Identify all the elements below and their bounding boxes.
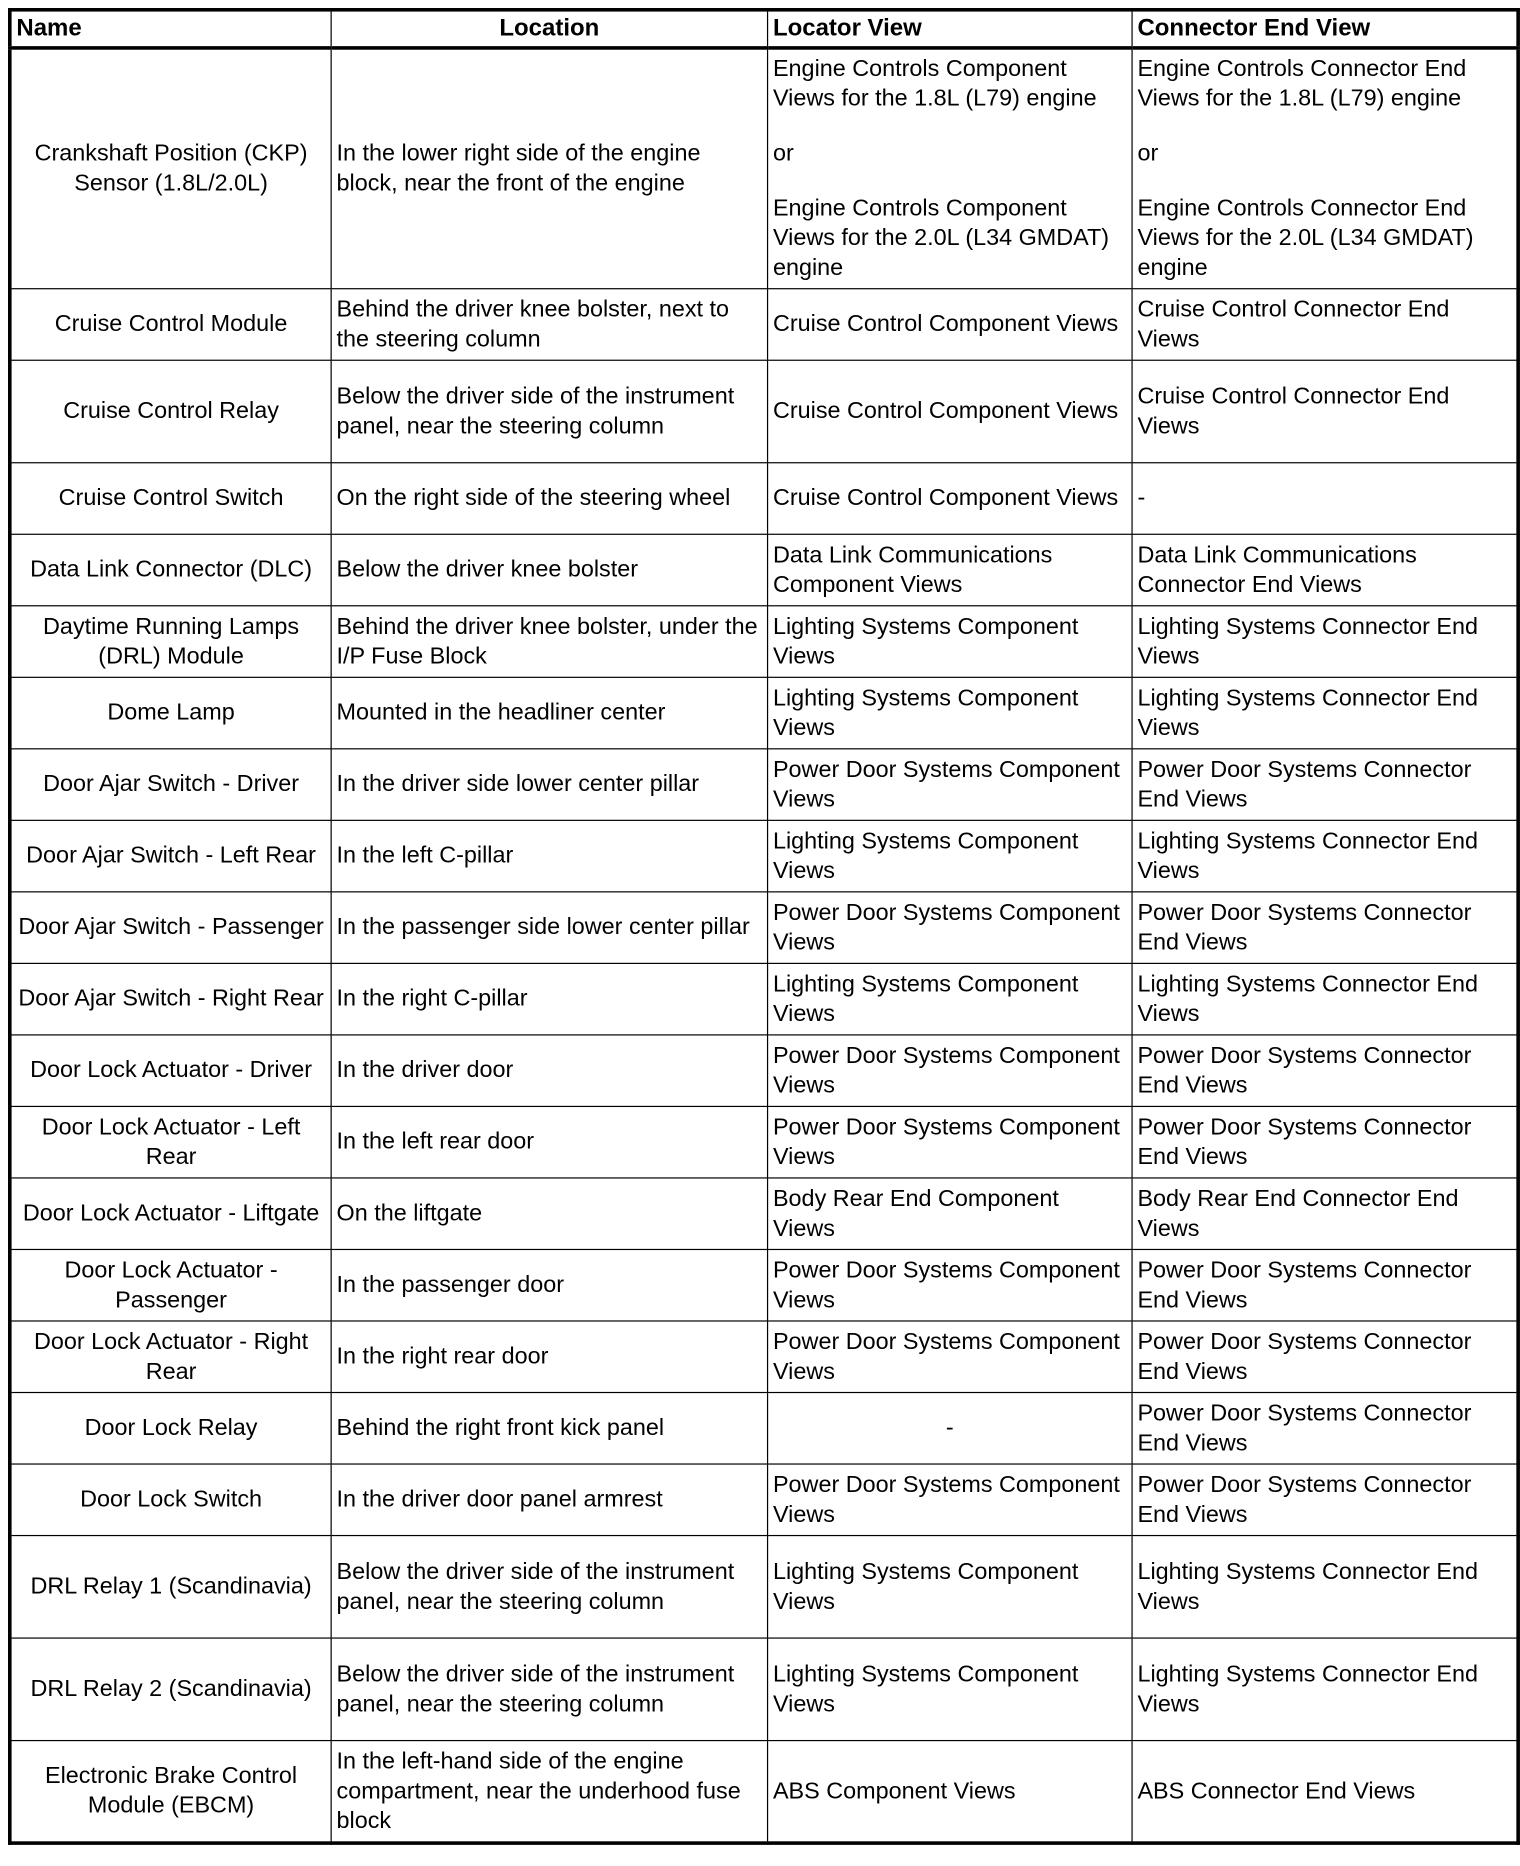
- cell-locator-view: Cruise Control Component Views: [768, 360, 1132, 463]
- cell-connector-end-view: Lighting Systems Connector End Views: [1132, 1638, 1518, 1741]
- table-row: [10, 1321, 1518, 1393]
- cell-locator-view: [768, 48, 1132, 289]
- document-page: [8, 8, 1516, 1863]
- cell-location: Below the driver knee bolster: [331, 534, 767, 606]
- table-row: [10, 1035, 1518, 1107]
- cell-connector-end-view: Power Door Systems Connector End Views: [1132, 1464, 1518, 1536]
- cell-connector-end-view: Power Door Systems Connector End Views: [1132, 749, 1518, 821]
- table-row: [10, 963, 1518, 1035]
- cell-location: In the left C-pillar: [331, 820, 767, 892]
- cell-name: Door Lock Actuator - Left Rear: [10, 1106, 331, 1178]
- connector-view-line: Engine Controls Connector End Views for the 1.8L (L79) engine: [1137, 55, 1467, 112]
- cell-name: Door Lock Actuator - Liftgate: [10, 1178, 331, 1250]
- cell-name: Daytime Running Lamps (DRL) Module: [10, 606, 331, 678]
- cell-locator-view: Lighting Systems Component Views: [768, 820, 1132, 892]
- cell-name: Cruise Control Switch: [10, 463, 331, 535]
- table-row: [10, 1249, 1518, 1321]
- cell-location: In the passenger side lower center pillar: [331, 892, 767, 964]
- cell-locator-view: Lighting Systems Component Views: [768, 677, 1132, 749]
- table-row: [10, 1178, 1518, 1250]
- cell-location: In the driver door: [331, 1035, 767, 1107]
- cell-locator-view: Power Door Systems Component Views: [768, 1249, 1132, 1321]
- cell-name: Door Ajar Switch - Right Rear: [10, 963, 331, 1035]
- cell-locator-view: Data Link Communications Component Views: [768, 534, 1132, 606]
- cell-location: In the right C-pillar: [331, 963, 767, 1035]
- cell-location: In the driver door panel armrest: [331, 1464, 767, 1536]
- cell-location: In the left rear door: [331, 1106, 767, 1178]
- cell-name: Cruise Control Relay: [10, 360, 331, 463]
- cell-name: Door Lock Relay: [10, 1393, 331, 1465]
- cell-connector-end-view: Data Link Communications Connector End Views: [1132, 534, 1518, 606]
- cell-location: Behind the driver knee bolster, next to the steering column: [331, 289, 767, 361]
- cell-connector-end-view: Power Door Systems Connector End Views: [1132, 1393, 1518, 1465]
- cell-connector-end-view: -: [1132, 463, 1518, 535]
- header-locator-view: Locator View: [768, 10, 1132, 48]
- cell-connector-end-view: Power Door Systems Connector End Views: [1132, 1249, 1518, 1321]
- table-row: [10, 1106, 1518, 1178]
- cell-locator-view: Lighting Systems Component Views: [768, 606, 1132, 678]
- cell-locator-view: Lighting Systems Component Views: [768, 1638, 1132, 1741]
- cell-name: Door Lock Actuator - Driver: [10, 1035, 331, 1107]
- cell-locator-view: -: [768, 1393, 1132, 1465]
- cell-name: Electronic Brake Control Module (EBCM): [10, 1741, 331, 1844]
- component-locator-table: [8, 8, 1520, 1845]
- table-row: [10, 463, 1518, 535]
- table-header-row: [10, 10, 1518, 48]
- cell-connector-end-view: Cruise Control Connector End Views: [1132, 360, 1518, 463]
- cell-name: Door Lock Actuator - Right Rear: [10, 1321, 331, 1393]
- cell-connector-end-view: Power Door Systems Connector End Views: [1132, 1321, 1518, 1393]
- cell-name: Door Lock Actuator - Passenger: [10, 1249, 331, 1321]
- table-row: [10, 677, 1518, 749]
- header-name: Name: [10, 10, 331, 48]
- cell-connector-end-view: Cruise Control Connector End Views: [1132, 289, 1518, 361]
- cell-connector-end-view: [1132, 48, 1518, 289]
- locator-view-line: Engine Controls Component Views for the 2.0L (L34 GMDAT) engine: [772, 195, 1110, 281]
- cell-locator-view: Lighting Systems Component Views: [768, 963, 1132, 1035]
- table-row: [10, 534, 1518, 606]
- table-row: [10, 892, 1518, 964]
- cell-location: On the right side of the steering wheel: [331, 463, 767, 535]
- connector-view-line: Engine Controls Connector End Views for the 2.0L (L34 GMDAT) engine: [1137, 195, 1474, 281]
- table-row: [10, 1464, 1518, 1536]
- cell-locator-view: Power Door Systems Component Views: [768, 1106, 1132, 1178]
- cell-location: Behind the right front kick panel: [331, 1393, 767, 1465]
- cell-location: Behind the driver knee bolster, under the I/P Fuse Block: [331, 606, 767, 678]
- cell-location: Below the driver side of the instrument panel, near the steering column: [331, 1638, 767, 1741]
- cell-location: In the lower right side of the engine block, near the front of the engine: [331, 48, 767, 289]
- cell-location: Below the driver side of the instrument panel, near the steering column: [331, 360, 767, 463]
- cell-name: Data Link Connector (DLC): [10, 534, 331, 606]
- cell-location: In the right rear door: [331, 1321, 767, 1393]
- cell-location: Mounted in the headliner center: [331, 677, 767, 749]
- table-row: [10, 289, 1518, 361]
- cell-name: Door Ajar Switch - Left Rear: [10, 820, 331, 892]
- locator-view-line: or: [772, 140, 794, 167]
- table-row: [10, 1741, 1518, 1844]
- cell-name: DRL Relay 2 (Scandinavia): [10, 1638, 331, 1741]
- cell-locator-view: Power Door Systems Component Views: [768, 1035, 1132, 1107]
- cell-name: Cruise Control Module: [10, 289, 331, 361]
- cell-name: Door Ajar Switch - Passenger: [10, 892, 331, 964]
- table-row: [10, 1638, 1518, 1741]
- cell-connector-end-view: ABS Connector End Views: [1132, 1741, 1518, 1844]
- cell-locator-view: Power Door Systems Component Views: [768, 1464, 1132, 1536]
- table-row: [10, 820, 1518, 892]
- table-row: [10, 360, 1518, 463]
- cell-location: In the passenger door: [331, 1249, 767, 1321]
- cell-locator-view: Lighting Systems Component Views: [768, 1536, 1132, 1639]
- table-row: [10, 606, 1518, 678]
- table-row: [10, 1393, 1518, 1465]
- cell-name: Crankshaft Position (CKP) Sensor (1.8L/2.0L): [10, 48, 331, 289]
- locator-view-line: Engine Controls Component Views for the 1.8L (L79) engine: [772, 55, 1097, 112]
- table-row: [10, 749, 1518, 821]
- cell-locator-view: Cruise Control Component Views: [768, 289, 1132, 361]
- cell-name: Door Lock Switch: [10, 1464, 331, 1536]
- cell-locator-view: Body Rear End Component Views: [768, 1178, 1132, 1250]
- connector-view-line: or: [1137, 140, 1159, 167]
- cell-locator-view: Power Door Systems Component Views: [768, 1321, 1132, 1393]
- cell-connector-end-view: Lighting Systems Connector End Views: [1132, 606, 1518, 678]
- cell-location: In the driver side lower center pillar: [331, 749, 767, 821]
- header-connector-end-view: Connector End View: [1132, 10, 1518, 48]
- cell-location: In the left-hand side of the engine compartment, near the underhood fuse block: [331, 1741, 767, 1844]
- header-location: Location: [331, 10, 767, 48]
- cell-name: Door Ajar Switch - Driver: [10, 749, 331, 821]
- cell-connector-end-view: Lighting Systems Connector End Views: [1132, 963, 1518, 1035]
- cell-location: On the liftgate: [331, 1178, 767, 1250]
- cell-location: Below the driver side of the instrument panel, near the steering column: [331, 1536, 767, 1639]
- cell-name: DRL Relay 1 (Scandinavia): [10, 1536, 331, 1639]
- cell-connector-end-view: Power Door Systems Connector End Views: [1132, 1035, 1518, 1107]
- cell-connector-end-view: Body Rear End Connector End Views: [1132, 1178, 1518, 1250]
- cell-connector-end-view: Lighting Systems Connector End Views: [1132, 820, 1518, 892]
- cell-connector-end-view: Power Door Systems Connector End Views: [1132, 892, 1518, 964]
- cell-locator-view: Power Door Systems Component Views: [768, 892, 1132, 964]
- table-row: [10, 1536, 1518, 1639]
- cell-locator-view: ABS Component Views: [768, 1741, 1132, 1844]
- cell-name: Dome Lamp: [10, 677, 331, 749]
- cell-connector-end-view: Lighting Systems Connector End Views: [1132, 677, 1518, 749]
- table-row: [10, 48, 1518, 289]
- cell-connector-end-view: Lighting Systems Connector End Views: [1132, 1536, 1518, 1639]
- cell-locator-view: Power Door Systems Component Views: [768, 749, 1132, 821]
- cell-locator-view: Cruise Control Component Views: [768, 463, 1132, 535]
- cell-connector-end-view: Power Door Systems Connector End Views: [1132, 1106, 1518, 1178]
